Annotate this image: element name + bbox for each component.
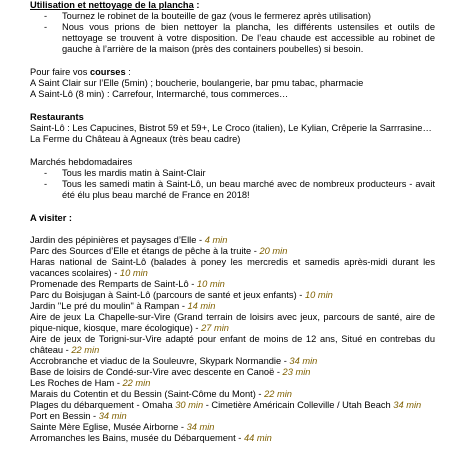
- visit-item-text: Aire de jeux La Chapelle-sur-Vire (Grand terrain de loisirs avec jeux, parcours de santé, aire de pique-nique, kiosque, mare écologique) -: [30, 312, 435, 333]
- visit-item: [30, 411, 435, 422]
- visit-item-time: 34 min: [393, 400, 422, 410]
- restaurants-line: Saint-Lô : Les Capucines, Bistrot 59 et 59+, Le Croco (italien), Le Kylian, Crêperie la Sarrrasine…: [30, 123, 432, 133]
- visit-item-time: 44 min: [243, 433, 272, 443]
- visit-item-text: Promenade des Remparts de Saint-Lô -: [30, 279, 197, 289]
- visit-item-time: 4 min: [204, 235, 228, 245]
- document-page: [30, 0, 435, 444]
- visit-item: [30, 312, 435, 334]
- visit-item: [30, 301, 435, 312]
- visit-item-text: Accrobranche et viaduc de la Souleuvre, Skypark Normandie -: [30, 356, 290, 366]
- visit-item-time: 22 min: [264, 389, 292, 399]
- visit-item-time: 10 min: [304, 290, 333, 300]
- plancha-item: - Tournez le robinet de la bouteille de gaz (vous le fermerez après utilisation): [30, 11, 435, 22]
- marches-title: Marchés hebdomadaires: [30, 157, 133, 167]
- visit-item-time: 23 min: [282, 367, 311, 377]
- visit-item: [30, 290, 435, 301]
- visit-item-time: 10 min: [119, 268, 148, 278]
- plancha-item: - Nous vous prions de bien nettoyer la plancha, les différents ustensiles et outils de nettoyage se trouvent à votre disposition. De l’eau chaude est accessible au robinet de gauche à l’arrière de la maison (près des containers poubelles) si besoin.: [30, 22, 435, 55]
- visit-item: [30, 433, 435, 444]
- visit-item-text: Les Roches de Ham -: [30, 378, 123, 388]
- visit-item-text: Jardin "Le pré du moulin" à Rampan -: [30, 301, 188, 311]
- visit-item-text: Parc des Sources d’Elle et étangs de pêche à la truite -: [30, 246, 260, 256]
- visit-item-time: 34 min: [98, 411, 127, 421]
- restaurants-line: La Ferme du Château à Agneaux (très beau cadre): [30, 134, 241, 144]
- visit-item-text: Port en Bessin -: [30, 411, 99, 421]
- visit-item-text: - Cimetière Américain Colleville / Utah Beach: [203, 400, 394, 410]
- visit-item-time: 30 min: [175, 400, 204, 410]
- visit-item-time: 20 min: [259, 246, 288, 256]
- marches-item: - Tous les samedi matin à Saint-Lô, un beau marché avec de nombreux producteurs - avait été élu plus beau marché de France en 2018!: [30, 179, 435, 201]
- visit-item: [30, 367, 435, 378]
- plancha-title-suffix: :: [193, 0, 200, 10]
- visit-item: [30, 400, 435, 411]
- visit-item-text: Parc du Boisjugan à Saint-Lô (parcours de santé et jeux enfants) -: [30, 290, 305, 300]
- visit-item-text: Plages du débarquement - Omaha: [30, 400, 176, 410]
- visit-item: [30, 389, 435, 400]
- spacer: [30, 100, 435, 112]
- courses-intro-suffix: :: [125, 67, 131, 77]
- spacer: [30, 145, 435, 157]
- visit-item-time: 34 min: [289, 356, 318, 366]
- visiter-title: A visiter :: [30, 213, 73, 223]
- plancha-heading: [30, 0, 435, 11]
- visit-item-time: 10 min: [196, 279, 225, 289]
- visit-item: [30, 356, 435, 367]
- courses-intro-bold: courses: [89, 67, 126, 77]
- visit-item-time: 14 min: [187, 301, 216, 311]
- visit-item-text: Base de loisirs de Condé-sur-Vire avec descente en Canoë -: [30, 367, 283, 377]
- restaurants-title: Restaurants: [30, 112, 84, 122]
- marches-item: - Tous les mardis matin à Saint-Clair: [30, 168, 435, 179]
- visit-item: [30, 334, 435, 356]
- plancha-title: Utilisation et nettoyage de la plancha: [30, 0, 194, 10]
- visit-item-text: Arromanches les Bains, musée du Débarquement -: [30, 433, 244, 443]
- courses-intro-prefix: Pour faire vos: [30, 67, 90, 77]
- visiter-list: [30, 235, 435, 444]
- visit-item: [30, 378, 435, 389]
- visit-item: [30, 422, 435, 433]
- visit-item: [30, 235, 435, 246]
- visit-item-text: Haras national de Saint-Lô (balades à poney les mercredis et samedis après-midi durant les vacances scolaires) -: [30, 257, 435, 278]
- visit-item: [30, 279, 435, 290]
- visit-item-text: Sainte Mère Eglise, Musée Airborne -: [30, 422, 187, 432]
- visit-item-text: Aire de jeux de Torigni-sur-Vire adapté pour enfant de moins de 12 ans, Situé en contrebas du château -: [30, 334, 435, 355]
- visit-item-time: 22 min: [122, 378, 151, 388]
- courses-line: A Saint-Lô (8 min) : Carrefour, Intermarché, tous commerces…: [30, 89, 289, 99]
- marches-list: [30, 168, 435, 201]
- visit-item-time: 27 min: [201, 323, 229, 333]
- courses-line: A Saint Clair sur l’Elle (5min) ; boucherie, boulangerie, bar pmu tabac, pharmacie: [30, 78, 364, 88]
- visit-item-text: Jardin des pépinières et paysages d’Elle -: [30, 235, 205, 245]
- spacer: [30, 201, 435, 213]
- visit-item-time: 22 min: [71, 345, 100, 355]
- spacer: [30, 55, 435, 67]
- visit-item-text: Marais du Cotentin et du Bessin (Saint-Côme du Mont) -: [30, 389, 265, 399]
- plancha-list: [30, 11, 435, 55]
- visit-item: [30, 257, 435, 279]
- visit-item-time: 34 min: [186, 422, 215, 432]
- spacer: [30, 224, 435, 235]
- courses-intro: [30, 67, 435, 78]
- visit-item: [30, 246, 435, 257]
